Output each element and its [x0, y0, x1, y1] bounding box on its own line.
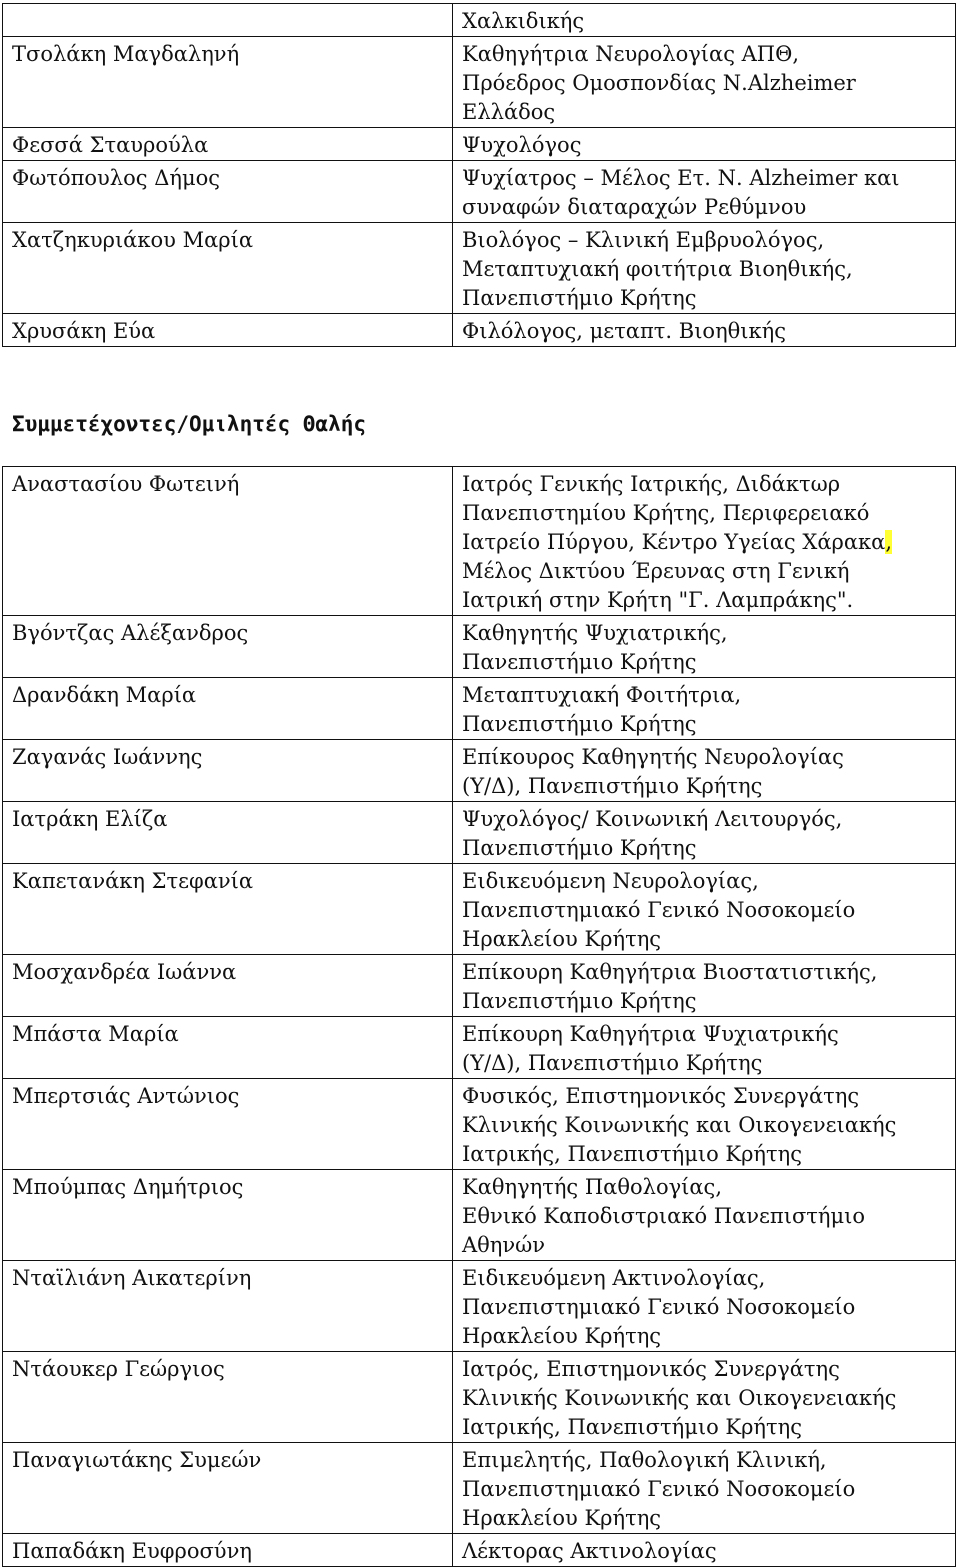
description-cell: Καθηγήτρια Νευρολογίας ΑΠΘ, Πρόεδρος Ομοσπονδίας Ν.Alzheimer Ελλάδος [453, 37, 956, 128]
name-cell: Ιατράκη Ελίζα [3, 802, 453, 864]
name-cell: Καπετανάκη Στεφανία [3, 864, 453, 955]
description-cell: Βιολόγος – Κλινική Εμβρυολόγος, Μεταπτυχιακή φοιτήτρια Βιοηθικής, Πανεπιστήμιο Κρήτης [453, 223, 956, 314]
section-heading: Συμμετέχοντες/Ομιλητές Θαλής [12, 412, 367, 436]
description-cell: Ιατρός, Επιστημονικός Συνεργάτης Κλινικής Κοινωνικής και Οικογενειακής Ιατρικής, Πανεπιστήμιο Κρήτης [453, 1352, 956, 1443]
description-cell: Καθηγητής Ψυχιατρικής, Πανεπιστήμιο Κρήτης [453, 616, 956, 678]
table-row [3, 4, 956, 37]
table-row [3, 223, 956, 314]
description-cell: Φυσικός, Επιστημονικός Συνεργάτης Κλινικής Κοινωνικής και Οικογενειακής Ιατρικής, Πανεπιστήμιο Κρήτης [453, 1079, 956, 1170]
name-cell: Χρυσάκη Εύα [3, 314, 453, 347]
name-cell: Φωτόπουλος Δήμος [3, 161, 453, 223]
name-cell: Παπαδάκη Ευφροσύνη [3, 1534, 453, 1567]
contributors-table [2, 3, 956, 347]
description-text: Μέλος Δικτύου Έρευνας στη Γενική Ιατρική στην Κρήτη "Γ. Λαμπράκης". [462, 559, 854, 612]
name-cell: Μπούμπας Δημήτριος [3, 1170, 453, 1261]
description-cell [453, 467, 956, 616]
name-cell: Φεσσά Σταυρούλα [3, 128, 453, 161]
name-cell: Τσολάκη Μαγδαληνή [3, 37, 453, 128]
table-row [3, 864, 956, 955]
description-cell: Επιμελητής, Παθολογική Κλινική, Πανεπιστημιακό Γενικό Νοσοκομείο Ηρακλείου Κρήτης [453, 1443, 956, 1534]
name-cell: Δρανδάκη Μαρία [3, 678, 453, 740]
table-row [3, 1352, 956, 1443]
description-cell: Επίκουρη Καθηγήτρια Ψυχιατρικής (Υ/Δ), Πανεπιστήμιο Κρήτης [453, 1017, 956, 1079]
description-cell: Ειδικευόμενη Ακτινολογίας, Πανεπιστημιακό Γενικό Νοσοκομείο Ηρακλείου Κρήτης [453, 1261, 956, 1352]
name-cell: Παναγιωτάκης Συμεών [3, 1443, 453, 1534]
table-row [3, 1443, 956, 1534]
table-row [3, 161, 956, 223]
table-row [3, 1079, 956, 1170]
name-cell: Αναστασίου Φωτεινή [3, 467, 453, 616]
name-cell [3, 4, 453, 37]
description-cell: Φιλόλογος, μεταπτ. Βιοηθικής [453, 314, 956, 347]
table-row [3, 128, 956, 161]
description-cell: Επίκουρος Καθηγητής Νευρολογίας (Υ/Δ), Πανεπιστήμιο Κρήτης [453, 740, 956, 802]
name-cell: Νταϊλιάνη Αικατερίνη [3, 1261, 453, 1352]
description-cell: Ψυχολόγος/ Κοινωνική Λειτουργός, Πανεπιστήμιο Κρήτης [453, 802, 956, 864]
table-row [3, 802, 956, 864]
table-row [3, 955, 956, 1017]
table-row [3, 740, 956, 802]
description-cell: Μεταπτυχιακή Φοιτήτρια, Πανεπιστήμιο Κρήτης [453, 678, 956, 740]
name-cell: Βγόντζας Αλέξανδρος [3, 616, 453, 678]
description-cell: Ψυχίατρος – Μέλος Ετ. Ν. Alzheimer και συναφών διαταραχών Ρεθύμνου [453, 161, 956, 223]
name-cell: Ντάουκερ Γεώργιος [3, 1352, 453, 1443]
name-cell: Μοσχανδρέα Ιωάννα [3, 955, 453, 1017]
speakers-table [2, 466, 956, 1567]
table-row [3, 467, 956, 616]
table-row [3, 678, 956, 740]
name-cell: Μπάστα Μαρία [3, 1017, 453, 1079]
description-cell: Λέκτορας Ακτινολογίας [453, 1534, 956, 1567]
table-row [3, 1261, 956, 1352]
description-cell: Επίκουρη Καθηγήτρια Βιοστατιστικής, Πανεπιστήμιο Κρήτης [453, 955, 956, 1017]
description-cell: Καθηγητής Παθολογίας, Εθνικό Καποδιστριακό Πανεπιστήμιο Αθηνών [453, 1170, 956, 1261]
table-row [3, 1017, 956, 1079]
description-cell: Ειδικευόμενη Νευρολογίας, Πανεπιστημιακό Γενικό Νοσοκομείο Ηρακλείου Κρήτης [453, 864, 956, 955]
name-cell: Ζαγανάς Ιωάννης [3, 740, 453, 802]
table-row [3, 37, 956, 128]
description-cell: Ψυχολόγος [453, 128, 956, 161]
table-row [3, 1534, 956, 1567]
highlighted-text: , [885, 530, 893, 554]
table-row [3, 1170, 956, 1261]
description-text: Ιατρός Γενικής Ιατρικής, Διδάκτωρ Πανεπιστημίου Κρήτης, Περιφερειακό Ιατρείο Πύργου, Κέντρο Υγείας Χάρακα [462, 472, 886, 554]
name-cell: Χατζηκυριάκου Μαρία [3, 223, 453, 314]
name-cell: Μπερτσιάς Αντώνιος [3, 1079, 453, 1170]
table-row [3, 314, 956, 347]
table-row [3, 616, 956, 678]
description-cell: Χαλκιδικής [453, 4, 956, 37]
